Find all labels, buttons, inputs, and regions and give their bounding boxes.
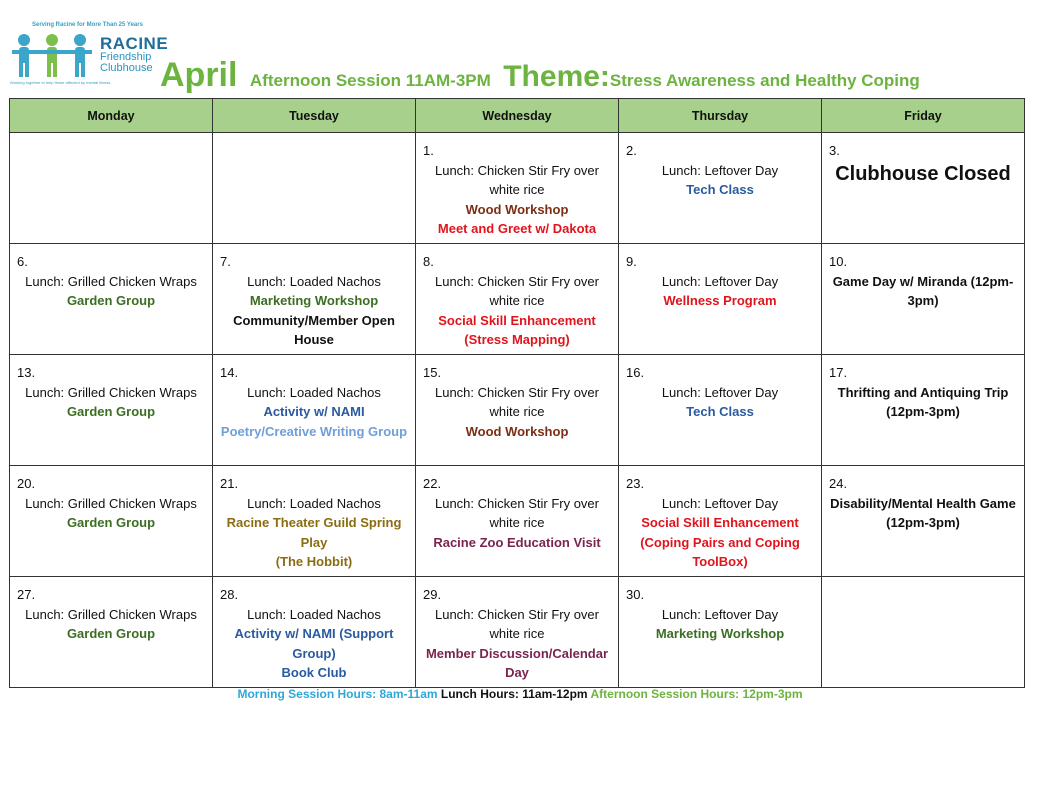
- calendar-day-cell: [213, 577, 416, 688]
- event-label: Community/Member Open House: [233, 312, 395, 347]
- lunch-menu-text: Lunch: Leftover Day: [661, 606, 779, 622]
- day-number: 30.: [626, 587, 645, 602]
- event-label: (The Hobbit): [275, 554, 353, 569]
- calendar-day-cell: [213, 466, 416, 577]
- logo-name-line2: Friendship: [100, 51, 152, 63]
- lunch-hours: Lunch Hours: 11am-12pm: [440, 687, 588, 701]
- event-label: Poetry/Creative Writing Group: [220, 423, 408, 439]
- day-number: 28.: [220, 587, 239, 602]
- event-label: Racine Zoo Education Visit: [433, 534, 601, 550]
- calendar-week-row: [10, 244, 1025, 355]
- lunch-menu-text: Lunch: Leftover Day: [661, 273, 779, 289]
- month-title: April: [160, 56, 238, 94]
- lunch-menu-text: Lunch: Loaded Nachos: [247, 495, 381, 511]
- lunch-menu-text: Lunch: Grilled Chicken Wraps: [25, 495, 197, 511]
- calendar-day-cell: [822, 577, 1025, 688]
- logo-subline: Working together to help those affected by mental illness: [10, 80, 111, 85]
- calendar-day-cell: [10, 244, 213, 355]
- calendar-day-cell: [416, 133, 619, 244]
- day-number: 15.: [423, 365, 442, 380]
- lunch-menu-text: Lunch: Loaded Nachos: [247, 606, 381, 622]
- day-number: 9.: [626, 254, 637, 269]
- calendar-day-cell: [10, 355, 213, 466]
- page-header: [160, 58, 920, 92]
- weekday-header: Monday: [10, 99, 213, 133]
- lunch-menu-text: Lunch: Chicken Stir Fry over white rice: [434, 273, 599, 308]
- session-hours-footer: [0, 687, 1040, 701]
- day-number: 7.: [220, 254, 231, 269]
- weekday-header: Friday: [822, 99, 1025, 133]
- event-label: Racine Theater Guild Spring Play: [226, 515, 402, 550]
- day-number: 13.: [17, 365, 36, 380]
- event-label: Garden Group: [66, 626, 156, 641]
- event-label: Game Day w/ Miranda (12pm-3pm): [832, 273, 1014, 308]
- lunch-menu-text: Lunch: Chicken Stir Fry over white rice: [434, 495, 599, 530]
- logo-name: RACINE: [100, 34, 169, 53]
- day-number: 27.: [17, 587, 36, 602]
- calendar-day-cell: [822, 244, 1025, 355]
- event-label: Garden Group: [66, 293, 156, 308]
- weekday-header: Wednesday: [416, 99, 619, 133]
- calendar-day-cell: [416, 244, 619, 355]
- day-number: 20.: [17, 476, 36, 491]
- calendar-day-cell: [213, 133, 416, 244]
- three-people-holding-hands-icon: [8, 30, 96, 80]
- logo-name-line3: Clubhouse: [100, 62, 153, 74]
- day-number: 17.: [829, 365, 848, 380]
- calendar-day-cell: [822, 466, 1025, 577]
- calendar-week-row: [10, 133, 1025, 244]
- lunch-menu-text: Lunch: Loaded Nachos: [247, 384, 381, 400]
- event-label: Thrifting and Antiquing Trip: [837, 384, 1009, 400]
- day-number: 21.: [220, 476, 239, 491]
- logo-tagline: Serving Racine for More Than 25 Years: [32, 22, 143, 28]
- calendar-day-cell: [213, 355, 416, 466]
- event-label: Marketing Workshop: [655, 626, 785, 641]
- lunch-menu-text: Lunch: Grilled Chicken Wraps: [25, 606, 197, 622]
- day-number: 14.: [220, 365, 239, 380]
- event-label: Garden Group: [66, 515, 156, 530]
- calendar-day-cell: [619, 133, 822, 244]
- lunch-menu-text: Lunch: Chicken Stir Fry over white rice: [434, 606, 599, 641]
- event-label: Marketing Workshop: [249, 293, 379, 308]
- event-label: Member Discussion/Calendar Day: [425, 645, 609, 680]
- day-number: 16.: [626, 365, 645, 380]
- morning-hours: Morning Session Hours: 8am-11am: [237, 687, 438, 701]
- day-number: 2.: [626, 143, 637, 158]
- calendar-body: [10, 133, 1025, 688]
- event-label: (12pm-3pm): [886, 515, 960, 530]
- lunch-menu-text: Lunch: Grilled Chicken Wraps: [25, 384, 197, 400]
- day-number: 22.: [423, 476, 442, 491]
- theme-text: Stress Awareness and Healthy Coping: [609, 71, 920, 90]
- calendar-day-cell: [822, 355, 1025, 466]
- event-label: Wellness Program: [663, 293, 777, 308]
- calendar-day-cell: [213, 244, 416, 355]
- event-label: Book Club: [281, 665, 347, 680]
- day-number: 8.: [423, 254, 434, 269]
- event-label: Meet and Greet w/ Dakota: [437, 221, 597, 236]
- lunch-menu-text: Lunch: Chicken Stir Fry over white rice: [434, 384, 599, 419]
- event-label: Activity w/ NAMI (Support Group): [234, 626, 394, 661]
- lunch-menu-text: Lunch: Grilled Chicken Wraps: [25, 273, 197, 289]
- calendar-day-cell: [619, 466, 822, 577]
- calendar-week-row: [10, 466, 1025, 577]
- day-number: 1.: [423, 143, 434, 158]
- event-label: Activity w/ NAMI: [263, 404, 365, 419]
- calendar-day-cell: [619, 355, 822, 466]
- calendar-week-row: [10, 577, 1025, 688]
- lunch-menu-text: Lunch: Leftover Day: [661, 495, 779, 511]
- logo-name-sub: [100, 52, 153, 74]
- day-number: 29.: [423, 587, 442, 602]
- calendar-day-cell: [416, 577, 619, 688]
- afternoon-hours: Afternoon Session Hours: 12pm-3pm: [590, 687, 803, 701]
- weekday-header: Tuesday: [213, 99, 416, 133]
- closed-notice: Clubhouse Closed: [835, 162, 1011, 185]
- theme-label: Theme:: [503, 60, 610, 93]
- calendar-day-cell: [416, 355, 619, 466]
- lunch-menu-text: Lunch: Leftover Day: [661, 384, 779, 400]
- event-label: Disability/Mental Health Game: [830, 495, 1016, 511]
- event-label: (12pm-3pm): [886, 404, 960, 419]
- calendar-day-cell: [10, 133, 213, 244]
- day-number: 10.: [829, 254, 848, 269]
- calendar-table: [9, 98, 1025, 688]
- calendar-day-cell: [619, 244, 822, 355]
- session-hours-title: Afternoon Session 11AM-3PM: [249, 71, 491, 90]
- weekday-header: Thursday: [619, 99, 822, 133]
- event-label: Wood Workshop: [465, 423, 569, 439]
- lunch-menu-text: Lunch: Loaded Nachos: [247, 273, 381, 289]
- event-label: Social Skill Enhancement (Coping Pairs and Coping ToolBox): [640, 515, 800, 569]
- event-label: Tech Class: [686, 404, 754, 419]
- day-number: 24.: [829, 476, 848, 491]
- day-number: 6.: [17, 254, 28, 269]
- event-label: Wood Workshop: [465, 201, 569, 217]
- calendar-week-row: [10, 355, 1025, 466]
- calendar-day-cell: [10, 577, 213, 688]
- clubhouse-logo: [8, 22, 169, 86]
- event-label: Tech Class: [686, 182, 754, 197]
- event-label: Garden Group: [66, 404, 156, 419]
- weekday-header-row: [10, 99, 1025, 133]
- event-label: Social Skill Enhancement (Stress Mapping): [438, 312, 596, 347]
- lunch-menu-text: Lunch: Leftover Day: [661, 162, 779, 178]
- day-number: 23.: [626, 476, 645, 491]
- calendar-day-cell: [10, 466, 213, 577]
- lunch-menu-text: Lunch: Chicken Stir Fry over white rice: [434, 162, 599, 197]
- calendar-day-cell: [416, 466, 619, 577]
- calendar-day-cell: [619, 577, 822, 688]
- calendar-day-cell: [822, 133, 1025, 244]
- day-number: 3.: [829, 143, 840, 158]
